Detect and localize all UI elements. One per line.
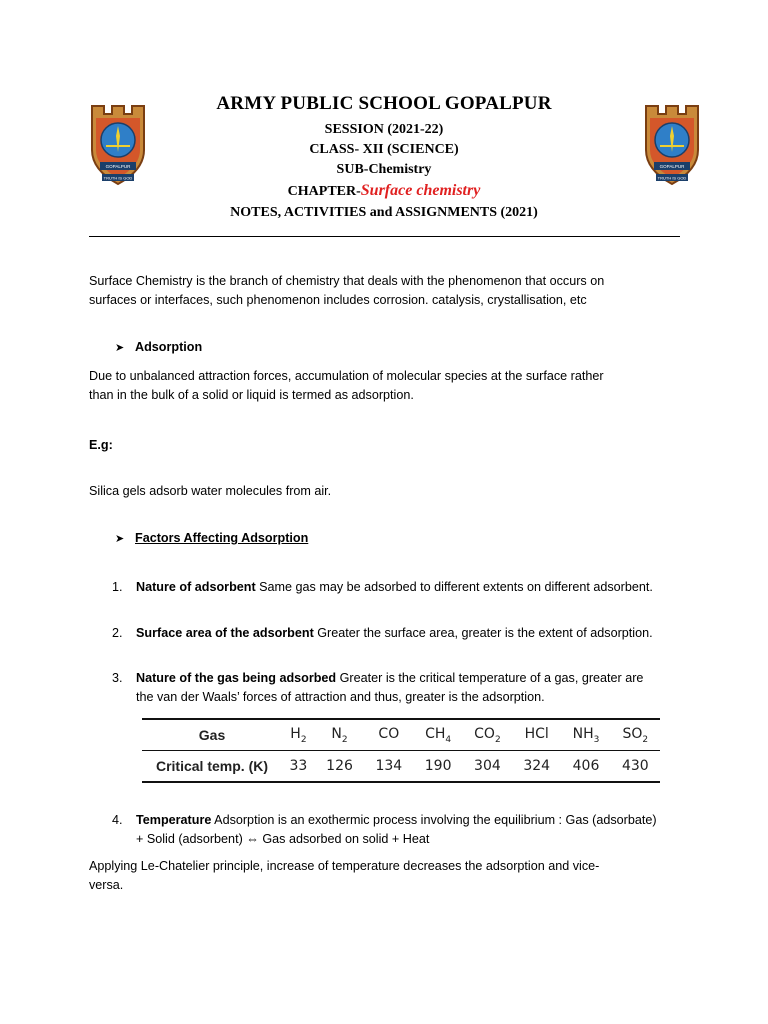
gas-cell: $NH_3$	[561, 719, 610, 751]
adsorption-line-2: than in the bulk of a solid or liquid is termed as adsorption.	[89, 388, 414, 402]
session-line: SESSION (2021-22)	[324, 122, 444, 137]
example-text: Silica gels adsorb water molecules from air.	[89, 484, 332, 498]
temp-cell: 304	[474, 758, 501, 774]
adsorption-heading	[115, 338, 202, 358]
critical-temperature-table	[142, 718, 660, 780]
list-item	[112, 578, 662, 597]
logo-motto-text: TRUTH IS GOD	[103, 175, 133, 181]
list-item-title: Surface area of the adsorbent	[136, 626, 314, 640]
adsorption-definition	[89, 367, 679, 405]
gas-cell: $CO_2$	[463, 719, 512, 751]
arrow-bullet-icon: ➤	[115, 342, 125, 354]
list-item-title: Nature of the gas being adsorbed	[136, 671, 337, 685]
header-divider	[89, 236, 680, 237]
le-chatelier-line-1: Applying Le-Chatelier principle, increase of temperature decreases the adsorption and vice-	[89, 859, 600, 873]
chapter-prefix: CHAPTER-	[287, 184, 361, 199]
list-item	[112, 811, 662, 849]
adsorption-heading-text: Adsorption	[135, 340, 203, 354]
le-chatelier-line-2: versa.	[89, 878, 124, 892]
notes-line: NOTES, ACTIVITIES and ASSIGNMENTS (2021)	[230, 205, 538, 220]
gas-table	[142, 718, 660, 783]
gas-cell: $H_2$	[282, 719, 315, 751]
intro-paragraph	[89, 272, 679, 310]
list-item-text: Adsorption is an exothermic process involving the equilibrium : Gas (adsorbate) + Solid (adsorbent) ⇔ Gas adsorbed on solid + Heat	[136, 813, 657, 846]
list-number: 3.	[112, 671, 123, 685]
adsorption-line-1: Due to unbalanced attraction forces, accumulation of molecular species at the surface rather	[89, 369, 604, 383]
intro-line-2: surfaces or interfaces, such phenomenon includes corrosion. catalysis, crystallisation, etc	[89, 293, 587, 307]
intro-line-1: Surface Chemistry is the branch of chemistry that deals with the phenomenon that occurs on	[89, 274, 605, 288]
table-row	[142, 719, 660, 751]
le-chatelier-paragraph	[89, 857, 679, 895]
gas-cell: HCl	[512, 719, 561, 751]
temp-cell: 126	[326, 758, 353, 774]
list-item-text: Greater is the critical temperature of a gas, greater are the van der Waals’ forces of attraction and thus, greater is the adsorption.	[136, 671, 644, 704]
list-item-text: Greater the surface area, greater is the extent of adsorption.	[313, 626, 653, 640]
gas-cell: $CH_4$	[413, 719, 462, 751]
temp-cell: 33	[289, 758, 308, 774]
table-row	[142, 751, 660, 783]
list-item	[112, 669, 662, 707]
gas-header: Gas	[142, 719, 282, 751]
gas-cell: $N_2$	[315, 719, 364, 751]
logo-banner-text: GOPALPUR	[105, 164, 131, 169]
subject-line: SUB-Chemistry	[336, 162, 432, 177]
factors-heading-text: Factors Affecting Adsorption	[135, 531, 309, 545]
temp-cell: 134	[375, 758, 403, 774]
temp-cell: 406	[572, 758, 600, 774]
temp-cell: 430	[621, 758, 649, 774]
school-crest-right	[636, 100, 708, 186]
eg-label: E.g:	[89, 438, 113, 452]
temp-cell: 190	[424, 758, 452, 774]
logo-banner-text: GOPALPUR	[659, 164, 685, 169]
school-crest-left	[82, 100, 154, 186]
gas-cell: $SO_2$	[611, 719, 660, 751]
gas-cell: CO	[364, 719, 413, 751]
list-number: 4.	[112, 813, 123, 827]
list-item-title: Nature of adsorbent	[136, 580, 256, 594]
list-item	[112, 624, 662, 643]
temp-cell: 324	[523, 758, 551, 774]
school-name: ARMY PUBLIC SCHOOL GOPALPUR	[216, 93, 552, 114]
list-item-text: Same gas may be adsorbed to different extents on different adsorbent.	[255, 580, 653, 594]
arrow-bullet-icon: ➤	[115, 533, 125, 545]
class-line: CLASS- XII (SCIENCE)	[309, 142, 459, 157]
list-number: 1.	[112, 580, 123, 594]
critical-temp-header: Critical temp. (K)	[155, 758, 268, 774]
factors-heading	[115, 529, 308, 549]
document-header	[150, 92, 618, 223]
logo-motto-text: TRUTH IS GOD	[657, 175, 687, 181]
list-number: 2.	[112, 626, 123, 640]
list-item-title: Temperature	[136, 813, 212, 827]
chapter-title: Surface chemistry	[360, 182, 481, 199]
chapter-line	[150, 180, 618, 203]
